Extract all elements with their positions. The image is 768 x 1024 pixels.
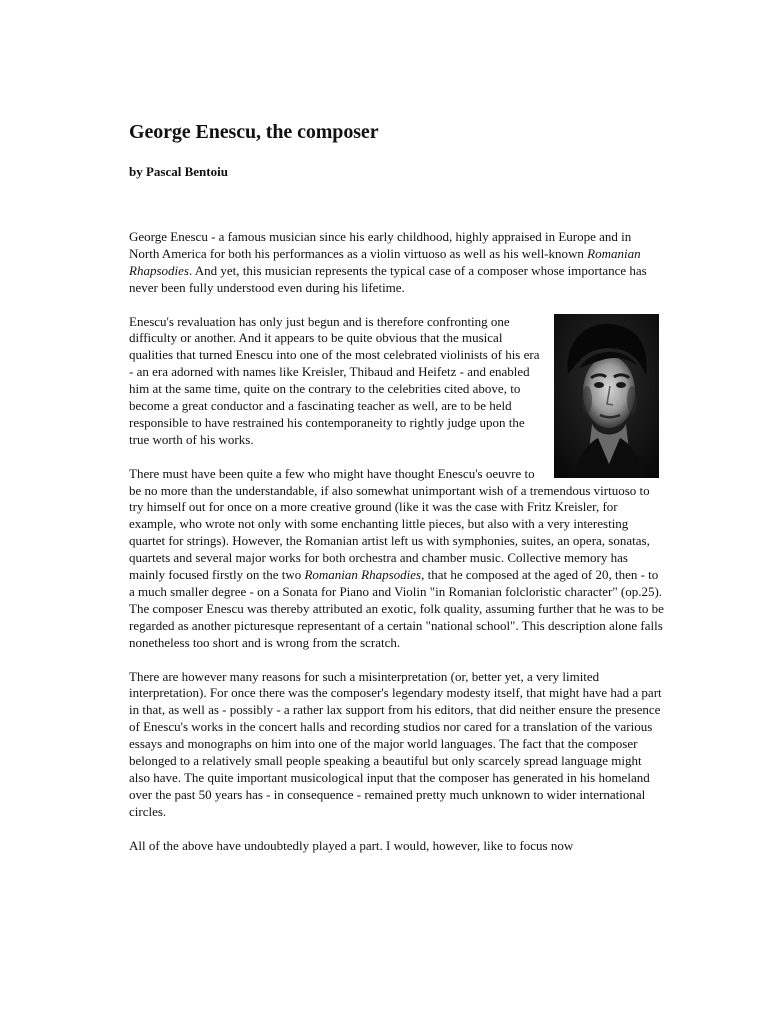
paragraph-3: There must have been quite a few who might have thought Enescu's oeuvre to be no more than the understandable, if also somewhat unimportant wish of a tremendous virtuoso to try himself out for once on a more creative ground (like it was the case with Fritz Kreisler, for example, who wrote not only with some enchanting little pieces, but also with a very interesting quartet for strings). However, the Romanian artist left us with symphonies, suites, an opera, sonatas, quartets and several major works for both orchestra and chamber music. Collective memory has mainly focused firstly on the two Romanian Rhapsodies, that he composed at the aged of 20, then - to a much smaller degree - on a Sonata for Piano and Violin "in Romanian folcloristic character" (op.25). The composer Enescu was thereby attributed an exotic, folk quality, assuming further that he was to be regarded as another picturesque representant of a certain "national school". This description alone falls nonetheless too short and is wrong from the scratch. <box>129 465 664 650</box>
paragraph-1: George Enescu - a famous musician since his early childhood, highly appraised in Europe and in North America for both his performances as a violin virtuoso as well as his well-known Romanian Rhapsodies. And yet, this musician represents the typical case of a composer whose importance has never been fully understood even during his lifetime. <box>129 229 647 295</box>
portrait-photo <box>554 314 659 478</box>
article-byline: by Pascal Bentoiu <box>129 164 228 179</box>
portrait-image <box>554 314 659 478</box>
paragraph-2: Enescu's revaluation has only just begun and is therefore confronting one difficulty or another. And it appears to be quite obvious that the musical qualities that turned Enescu into one of the most celebrated violinists of his era - an era adorned with names like Kreisler, Thibaud and Heifetz - and enabled him at the same time, quite on the contrary to the celebrities cited above, to become a great conductor and a fascinating teacher as well, are to be held responsible to have restrained his contemporaneity to rightly judge upon the true worth of his works. <box>129 313 540 447</box>
italic-title: Romanian Rhapsodies <box>129 245 641 278</box>
article-body <box>129 229 664 871</box>
article-title: George Enescu, the composer <box>129 121 379 143</box>
italic-title: Romanian Rhapsodies <box>304 567 422 583</box>
paragraph-5: All of the above have undoubtedly played a part. I would, however, like to focus now <box>129 837 574 853</box>
paragraph-4: There are however many reasons for such a misinterpretation (or, better yet, a very limited interpretation). For once there was the composer's legendary modesty itself, that might have had a part in that, as well as - possibly - a rather lax support from his editors, that did neither ensure the presence of Enescu's works in the concert halls and recording studios nor cared for a translation of the various essays and monographs on him into one of the major world languages. The fact that the composer belonged to a relatively small people speaking a beautiful but only scarcely spread language might also have. The quite important musicological input that the composer has generated in his homeland over the past 50 years has - in consequence - remained pretty much unknown to wider international circles. <box>129 668 662 819</box>
